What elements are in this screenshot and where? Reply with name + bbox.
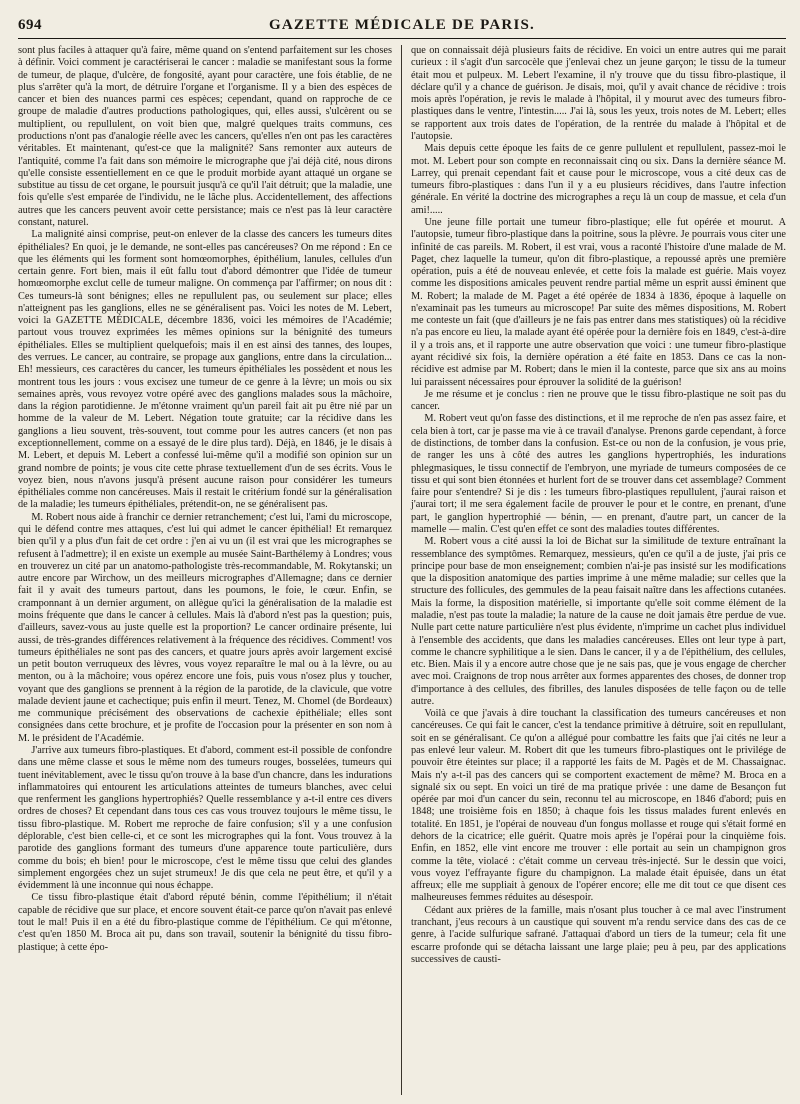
paragraph: que on connaissait déjà plusieurs faits de récidive. En voici un entre autres qui me parait curieux : il s'agit d'un sarcocèle que j'enlevai chez un jeune garçon; le tissu de la tumeur était mou et pulpeux. M. Lebert l'examine, il n'y trouve que du tissu fibro-plastique, il déclare qu'il y a chance de guérison. Je disais, moi, qu'il y avait chance de récidive : trois mois après l'opération, je revis le malade à l'hôpital, il y mourut avec des tumeurs fibro-plastiques dans le ventre, l'intestin..... J'ai là, sous les yeux, trois notes de M. Lebert; elles se rapportent aux trois dates de l'opération, de la rentrée du malade à l'hôpital et de l'autopsie. (411, 45, 786, 142)
running-title: GAZETTE MÉDICALE DE PARIS. (269, 17, 535, 33)
paragraph: J'arrive aux tumeurs fibro-plastiques. Et d'abord, comment est-il possible de confondre dans une même classe et sous le même nom des tumeurs rouges, bosselées, tumeurs qui tuent inévitablement, avec le tissu qu'on trouve à la base d'un chancre, dans les indurations inflammatoires qui entourent les articulations atteintes de tumeurs blanches, avec celui que renferment les ganglions hypertrophiés? Quelle ressemblance y a-t-il entre ces divers ordres de choses? Et cependant dans tous ces cas vous trouvez toujours le même tissu, le tissu fibro-plastique. M. Robert me reproche de faire confusion; s'il y a une confusion déplorable, c'est bien celle-ci, et ce sont les micrographes qui la font. Vous trouvez à la parotide des ganglions formant des tumeurs d'une apparence toute particulière, durs comme du bois; eh bien! pour le microscope, c'est le même tissu que celui des glandes simplement engorgées chez un sujet strumeux! Je dis que cela ne peut être, et qu'il y a évidemment là une inconnue qui nous échappe. (18, 745, 392, 892)
page-header (18, 10, 786, 39)
paragraph: M. Robert nous aide à franchir ce dernier retranchement; c'est lui, l'ami du microscope, qui le défend contre mes attaques, c'est lui qui admet le cancer épithélial! Et remarquez bien qu'il y a plus d'un fait de cet ordre : j'en ai vu un (il est vrai que les micrographes se refusent à l'admettre); il en existe un exemple au musée Saint-Barthélemy à Londres; vous en trouverez un cité par un anatomo-pathologiste très-recommandable, M. Rokytanski; un autre encore par Wirchow, un des meilleurs micrographes d'Allemagne; dans ce dernier fait il y avait des tumeurs partout, dans les poumons, le foie, le cœur. Enfin, se cramponnant à un dernier argument, on allègue qu'ici la généralisation de la maladie est moins fréquente que dans le cancer à cellules. Mais là d'abord n'est pas la question; puis, d'ailleurs, savez-vous au juste quelle est la proportion? Le cancer ordinaire présente, lui aussi, de très-grandes différences relativement à la fréquence des récidives. Comment! vos tumeurs épithéliales ne sont pas des cancers, et quatre jours après avoir largement excisé un petit bouton verruqueux des lèvres, vous voyez reparaître le mal ou à la lèvre, ou au menton, ou à la mâchoire; vous opérez encore une fois, puis vous n'osez plus y toucher, voyant que des ganglions se prennent à la région de la parotide, de la clavicule, que votre malade devient jaune et cachectique; puis enfin il meurt. Tenez, M. Chomel (de Bordeaux) me communique précisément des observations de cachexie épithéliale; elles sont consignées dans cette brochure, et je profite de l'occasion pour la présenter en son nom à M. le président de l'Académie. (18, 511, 392, 744)
paragraph: Voilà ce que j'avais à dire touchant la classification des tumeurs cancéreuses et non cancéreuses. Ce qui fait le cancer, c'est la tendance primitive à détruire, soit en repullulant, soit en se généralisant. Ce qu'on a allégué pour combattre les faits que j'ai cités ne leur a pas enlevé leur valeur. M. Robert dit que les tumeurs fibro-plastiques ont le privilége de pouvoir être éteintes sur place; il a rapporté les faits de M. Pagès et de M. Chassaignac. Mais n'y a-t-il pas des cancers qui se comportent exactement de même? M. Broca en a signalé six ou sept. En voici un tiré de ma pratique privée : une dame de Besançon fut opérée par moi d'un cancer du sein, reconnu tel au microscope, en 1846 d'abord; puis en 1848; une troisième fois en 1850; à chaque fois les tissus malades furent enlevés en totalité. En 1851, je l'opérai de nouveau d'un fongus mollasse et rouge qui s'était formé en dehors de la cicatrice; elle guérit. Quatre mois après je l'opérai pour la cinquième fois. Enfin, en 1852, elle vint encore me trouver : elle portait au sein un champignon gros comme la tête, violacé : c'était comme un cerveau très-injecté. Sur le dessin que voici, vous voyez l'effrayante figure du champignon. La malade était épuisée, dans un état affreux; elle me suppliait à genoux de l'opérer encore; elle me dit tout ce que disent ces malheureuses femmes réduites au désespoir. (411, 708, 786, 904)
paragraph: Je me résume et je conclus : rien ne prouve que le tissu fibro-plastique ne soit pas du cancer. (411, 388, 786, 413)
paragraph: Une jeune fille portait une tumeur fibro-plastique; elle fut opérée et mourut. A l'autopsie, tumeur fibro-plastique dans la poitrine, sous la plèvre. Je pourrais vous citer une infinité de cas pareils. M. Robert, il est vrai, vous a raconté l'histoire d'une malade de M. Paget, chez laquelle la tumeur, qu'on dit fibro-plastique, a repoussé après une première opération, puis a été de nouveau enlevée, et cette fois la malade est guérie. Mais voyez comme les dispositions amicales peuvent rendre partial même un esprit aussi éminent que M. Robert; la malade de M. Paget a été opérée de 1834 à 1836, époque à laquelle on n'examinait pas les tumeurs au microscope! Par suite des mêmes dispositions, M. Robert me conteste un fait (que d'ailleurs je ne fais pas entrer dans mes statistiques) où la récidive n'a pas encore eu lieu, la malade ayant été opérée pour la dernière fois en 1849, c'est-à-dire il y a trois ans, et il rapporte une autre observation que voici : une tumeur fibro-plastique ayant récidivé six fois, la dernière opération a été faite en 1853. Dans ce cas la non-récidive est admise par M. Robert; dans le mien il la conteste, parce que six ans au moins lui paraissent nécessaires pour éprouver la solidité de la guérison! (411, 216, 786, 388)
paragraph: M. Robert vous a cité aussi la loi de Bichat sur la similitude de texture entraînant la ressemblance des symptômes. Remarquez, messieurs, qu'en ce qu'il a de juste, j'ai pris ce principe pour base de mon enseignement; combien n'ai-je pas insisté sur les modifications que la disposition anatomique des parties imprime à une même maladie; sur celles que la structure des follicules, des gemmules de la peau faisait naître dans les affections cutanées. Mais la forme, la disposition matérielle, si importante qu'elle soit comme élément de la maladie, n'est pas toute la maladie; la nature de la cause ne doit jamais être perdue de vue. Nulle part cette nature particulière n'est plus évidente, n'imprime un cachet plus individuel à l'ensemble des accidents, que dans les maladies cancéreuses. Elles ont leur type à part, comme le chancre syphilitique a le sien. Dans le cancer, il y a de l'épithélium, des cellules, etc. Bien. Mais il y a encore autre chose que je ne sais pas, que je vous engage de chercher avec moi. Craignons de trop nous arrêter aux formes apparentes des choses, de donner trop d'importance à des cellules, des fibrilles, des lanules disposées de telle façon ou de telle autre. (411, 536, 786, 707)
paragraph: Mais depuis cette époque les faits de ce genre pullulent et repullulent, passez-moi le mot. M. Lebert pour son compte en reconnaissait cinq ou six. Dans la dernière séance M. Larrey, qui prenait cependant fait et cause pour le microscope, vous a cité deux cas de tumeurs fibro-plastiques : dans l'un il y a eu plusieurs récidives, dans l'autre infection générale. En vérité la doctrine des micrographes a reçu là un coup de massue, et cela d'un ami!..... (411, 143, 786, 216)
text-columns (18, 45, 786, 1095)
paragraph: Cédant aux prières de la famille, mais n'osant plus toucher à ce mal avec l'instrument tranchant, j'eus recours à un caustique qui souvent m'a rendu service dans des cas de ce genre, à l'acide sulfurique safrané. J'attaquai d'abord un tiers de la tumeur; cela fit une escarre profonde qui se détacha laissant une large plaie; peu à peu, par des applications successives de causti- (411, 904, 786, 965)
right-column (402, 45, 786, 1095)
paragraph: Ce tissu fibro-plastique était d'abord réputé bénin, comme l'épithélium; il n'était capable de récidive que sur place, et encore souvent était-ce parce qu'on n'avait pas enlevé tout le mal! Puis il en a été du fibro-plastique comme de l'épithélium. Ce qui m'étonne, c'est qu'en 1850 M. Broca ait pu, dans son travail, soutenir la bénignité du tissu fibro-plastique; à cette épo- (18, 892, 392, 953)
left-column (18, 45, 402, 1095)
paragraph: La malignité ainsi comprise, peut-on enlever de la classe des cancers les tumeurs dites épithéliales? En quoi, je le demande, ne sont-elles pas cancéreuses? On me répond : En ce que les éléments qui les forment sont homœomorphes, épithélium, lanules, cellules d'un certain genre. Fort bien, mais il eût fallu tout d'abord démontrer que l'idée de tumeur homœomorphe exclut celle de tumeur maligne. On commença par l'affirmer; on nous dit : Ces tumeurs-là sont bénignes; elles ne repullulent pas, ou seulement sur place; elles n'atteignent pas les ganglions, elles ne se généralisent pas. Voici les notes de M. Lebert, voici la GAZETTE MÉDICALE, décembre 1836, voici les mémoires de l'Académie; partout vous trouvez exprimées les mêmes opinions sur la bénignité des tumeurs épithéliales. Elles se multiplient quelquefois; mais il en est ainsi des tannes, des loupes, des verrues. Le cancer, au contraire, se propage aux ganglions, entre dans la circulation... Eh! messieurs, ces caractères du cancer, les tumeurs épithéliales les possèdent et nous les montrent tous les jours : vous excisez une tumeur de ce genre à la lèvre; un mois ou six semaines après, vous revoyez votre opéré avec des ganglions malades sous la mâchoire, dans la région parotidienne. Je m'étonne vraiment qu'un pareil fait ait pu être nié par un homme de la valeur de M. Lebert. Négation toute gratuite; car la récidive dans les ganglions a lieu souvent, très-souvent, tout comme pour les autres cancers (et non pas exceptionnellement, comme on a essayé de le dire plus tard). Déjà, en 1846, je le disais à M. Lebert, et depuis M. Lebert a confessé lui-même qu'il a modifié son opinion sur un grand nombre de points; je vous cite cette phrase textuellement d'un de ses écrits. Vous le voyez bien, nous n'avons jusqu'à présent aucune raison pour considérer les tumeurs épithéliales comme non cancéreuses. Mais il restait le critérium fondé sur la généralisation de la maladie; les tumeurs épithéliales, prétendit-on, ne se généralisent pas. (18, 229, 392, 511)
paragraph: sont plus faciles à attaquer qu'à faire, même quand on s'entend parfaitement sur les choses à définir. Voici comment je caractériserai le cancer : maladie se manifestant sous la forme de tumeur, de plaque, d'ulcère, de fongosité, ayant pour caractère, une fois établie, de ne plus s'arrêter qu'à la mort, de détruire l'organe et l'organisme. Il y a bien des espèces de cancer et bien des nuances parmi ces espèces; cependant, quand on rapproche de ce groupe de maladie d'autres productions pathologiques, qui, elles aussi, s'ulcèrent ou se multiplient, ou repullulent, on voit bien que, malgré quelques traits communs, ces productions n'ont pas d'analogie réelle avec les cancers, qu'elles n'en ont pas les caractères véritables. Et maintenant, qu'est-ce que la malignité? Sans remonter aux auteurs de l'antiquité, comme l'a fait dans son mémoire le micrographe que j'ai déjà cité, nous dirons qu'elle consiste essentiellement en ce que le produit morbide ayant attaqué un organe se substitue au tissu de cet organe, le poursuit jusqu'à ce qu'il l'ait détruit; que la maladie, une fois qu'elle s'est emparée de l'individu, ne le lâche plus. Accidentellement, des affections autres que les cancers peuvent avoir cette persistance; mais ce n'est pas là leur caractère constant, naturel. (18, 45, 392, 228)
page-number: 694 (18, 17, 42, 33)
paragraph: M. Robert veut qu'on fasse des distinctions, et il me reproche de n'en pas assez faire, et cela bien à tort, car je passe ma vie à ce travail d'analyse. Prenons garde cependant, à force de distinctions, de tomber dans la confusion. Est-ce ou non de la confusion, je vous prie, de ranger les uns à côté des autres les ganglions hypertrophiés, les indurations phlegmasiques, le tissu connectif de l'embryon, une myriade de tumeurs composées de ce tissu et qui sont bien étonnées et hurlent fort de se trouver dans cet assemblage? Comment faire pour s'entendre? Si je dis : les tumeurs fibro-plastiques repullulent, j'aurai raison et j'aurai tort; il me sera également facile de prouver le pour et le contre, en prenant, d'une part, le ganglion hypertrophié — bénin, — en prenant, d'autre part, un cancer de la mamelle — malin. C'est qu'en effet ce sont des maladies toutes différentes. (411, 413, 786, 535)
